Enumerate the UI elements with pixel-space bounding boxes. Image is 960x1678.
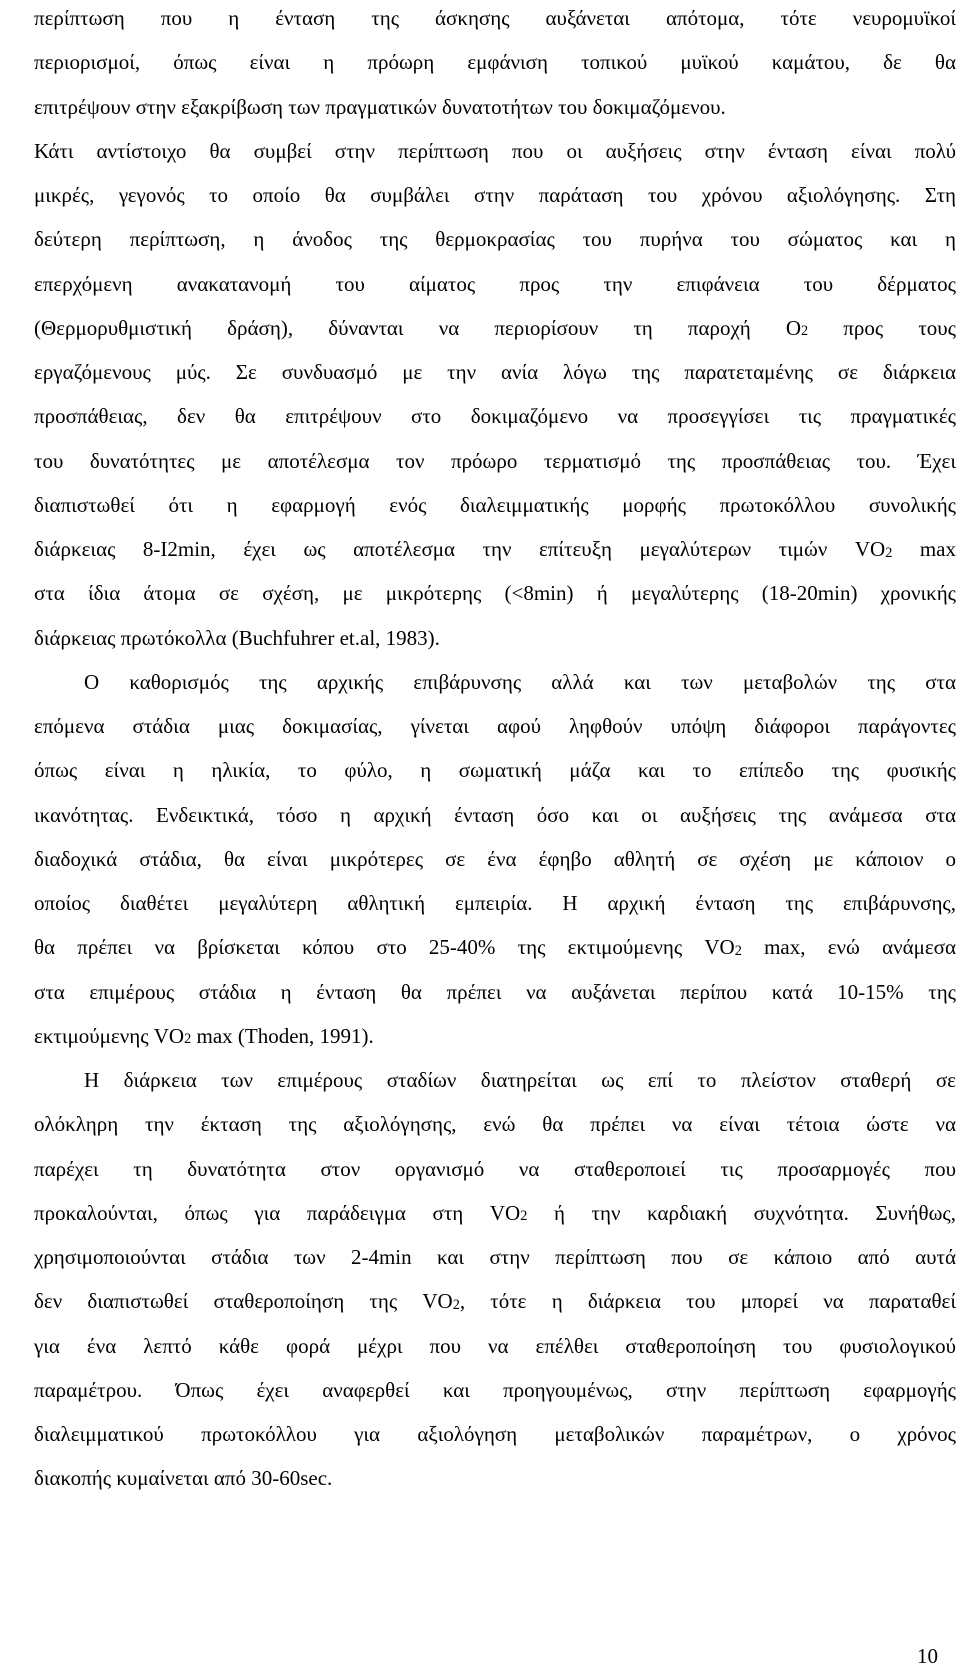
subscript: 2	[520, 1208, 528, 1225]
text-line	[34, 535, 956, 566]
text-segment: επιτρέψουν στην εξακρίβωση των πραγματικών δυνατοτήτων του δοκιμαζόμενου.	[34, 94, 726, 119]
text-segment: παρέχει τη δυνατότητα στον οργανισμό να σταθεροποιεί τις προσαρμογές που	[34, 1156, 956, 1181]
text-line	[34, 845, 956, 873]
text-line	[34, 1110, 956, 1138]
text-line	[34, 402, 956, 430]
text-segment: προκαλούνται, όπως για παράδειγμα στη VO	[34, 1200, 521, 1225]
text-segment: επερχόμενη ανακατανομή του αίματος προς την επιφάνεια του δέρματος	[34, 271, 956, 296]
text-segment: διαδοχικά στάδια, θα είναι μικρότερες σε ένα έφηβο αθλητή σε σχέση με κάποιον ο	[34, 846, 956, 871]
text-line	[34, 756, 956, 784]
text-line	[34, 1243, 956, 1271]
text-segment: μικρές, γεγονός το οποίο θα συμβάλει στην παράταση του χρόνου αξιολόγησης. Στη	[34, 183, 956, 207]
text-segment: (Θερμορυθμιστική δράση), δύνανται να περιορίσουν τη παροχή O	[34, 315, 802, 340]
text-line	[34, 1376, 956, 1404]
text-line	[84, 1066, 956, 1094]
text-segment: , τότε η διάρκεια του μπορεί να παραταθεί	[459, 1289, 956, 1314]
text-line	[34, 225, 956, 253]
text-segment: ολόκληρη την έκταση της αξιολόγησης, ενώ θα πρέπει να είναι τέτοια ώστε να	[34, 1112, 956, 1137]
subscript: 2	[184, 1031, 192, 1048]
text-segment: max	[892, 537, 956, 561]
text-line	[34, 358, 956, 386]
text-line	[34, 889, 956, 917]
text-segment: επόμενα στάδια μιας δοκιμασίας, γίνεται αφού ληφθούν υπόψη διάφοροι παράγοντες	[34, 714, 956, 738]
text-line	[34, 1420, 956, 1448]
text-segment: στα επιμέρους στάδια η ένταση θα πρέπει να αυξάνεται περίπου κατά 10-15% της	[34, 979, 956, 1004]
text-line	[34, 4, 956, 32]
text-segment: διαπιστωθεί ότι η εφαρμογή ενός διαλειμματικής μορφής πρωτοκόλλου συνολικής	[34, 492, 956, 517]
text-segment: περίπτωση που η ένταση της άσκησης αυξάνεται απότομα, τότε νευρομυϊκοί	[34, 6, 956, 30]
subscript: 2	[801, 323, 809, 340]
text-segment: Η διάρκεια των επιμέρους σταδίων διατηρείται ως επί το πλείστον σταθερή σε	[84, 1068, 956, 1092]
text-line	[34, 314, 956, 345]
text-segment: Ο καθορισμός της αρχικής επιβάρυνσης αλλά και των μεταβολών της στα	[84, 669, 956, 694]
text-segment: Κάτι αντίστοιχο θα συμβεί στην περίπτωση που οι αυξήσεις στην ένταση είναι πολύ	[34, 138, 956, 163]
text-segment: εκτιμούμενης VO	[34, 1023, 185, 1048]
text-segment: προσπάθειας, δεν θα επιτρέψουν στο δοκιμαζόμενο να προσεγγίσει τις πραγματικές	[34, 404, 956, 429]
subscript: 2	[452, 1296, 460, 1313]
text-line	[34, 48, 956, 76]
text-line	[34, 978, 956, 1006]
text-segment: όπως είναι η ηλικία, το φύλο, η σωματική μάζα και το επίπεδο της φυσικής	[34, 758, 956, 783]
text-line	[34, 801, 956, 829]
text-line	[34, 1155, 956, 1183]
text-segment: διακοπής κυμαίνεται από 30-60sec.	[34, 1466, 333, 1491]
text-line	[34, 1332, 956, 1360]
text-segment: διαλειμματικού πρωτοκόλλου για αξιολόγηση μεταβολικών παραμέτρων, ο χρόνος	[34, 1422, 956, 1446]
text-line	[34, 1199, 956, 1230]
text-line	[34, 1287, 956, 1318]
text-line	[34, 624, 956, 652]
text-segment: θα πρέπει να βρίσκεται κόπου στο 25-40% της εκτιμούμενης VO	[34, 935, 735, 960]
text-line	[34, 1464, 956, 1492]
text-segment: ή την καρδιακή συχνότητα. Συνήθως,	[527, 1200, 956, 1225]
text-segment: διάρκειας 8-I2min, έχει ως αποτέλεσμα την επίτευξη μεγαλύτερων τιμών VO	[34, 537, 886, 561]
text-segment: του δυνατότητες με αποτέλεσμα τον πρόωρο τερματισμό της προσπάθειας του. Έχει	[34, 448, 956, 473]
subscript: 2	[734, 942, 742, 959]
text-segment: χρησιμοποιούνται στάδια των 2-4min και στην περίπτωση που σε κάποιο από αυτά	[34, 1245, 956, 1269]
text-segment: max, ενώ ανάμεσα	[741, 935, 956, 960]
text-line	[34, 712, 956, 740]
text-segment: οποίος διαθέτει μεγαλύτερη αθλητική εμπειρία. Η αρχική ένταση της επιβάρυνσης,	[34, 891, 956, 915]
text-segment: για ένα λεπτό κάθε φορά μέχρι που να επέλθει σταθεροποίηση του φυσιολογικού	[34, 1333, 956, 1358]
subscript: 2	[885, 544, 893, 561]
text-segment: δεύτερη περίπτωση, η άνοδος της θερμοκρασίας του πυρήνα του σώματος και η	[34, 227, 956, 252]
text-line	[34, 181, 956, 209]
text-line	[34, 491, 956, 519]
text-segment: διάρκειας πρωτόκολλα (Buchfuhrer et.al, 1983).	[34, 625, 440, 650]
text-segment: εργαζόμενους μύς. Σε συνδυασμό με την ανία λόγω της παρατεταμένης σε διάρκεια	[34, 360, 956, 384]
text-segment: στα ίδια άτομα σε σχέση, με μικρότερης (<8min) ή μεγαλύτερης (18-20min) χρονικής	[34, 581, 956, 606]
text-segment: περιορισμοί, όπως είναι η πρόωρη εμφάνιση τοπικού μυϊκού καμάτου, δε θα	[34, 50, 956, 75]
text-line	[84, 668, 956, 696]
text-line	[34, 137, 956, 165]
text-segment: δεν διαπιστωθεί σταθεροποίηση της VO	[34, 1289, 453, 1314]
text-segment: προς τους	[808, 315, 956, 340]
page-number: 10	[917, 1644, 938, 1668]
text-line	[34, 933, 956, 964]
text-line	[34, 270, 956, 298]
text-segment: max (Thoden, 1991).	[191, 1023, 374, 1048]
text-line	[34, 93, 956, 121]
text-line	[34, 579, 956, 607]
text-segment: ικανότητας. Ενδεικτικά, τόσο η αρχική ένταση όσο και οι αυξήσεις της ανάμεσα στα	[34, 802, 956, 827]
text-line	[34, 447, 956, 475]
text-segment: παραμέτρου. Όπως έχει αναφερθεί και προηγουμένως, στην περίπτωση εφαρμογής	[34, 1377, 956, 1402]
text-line	[34, 1022, 956, 1053]
